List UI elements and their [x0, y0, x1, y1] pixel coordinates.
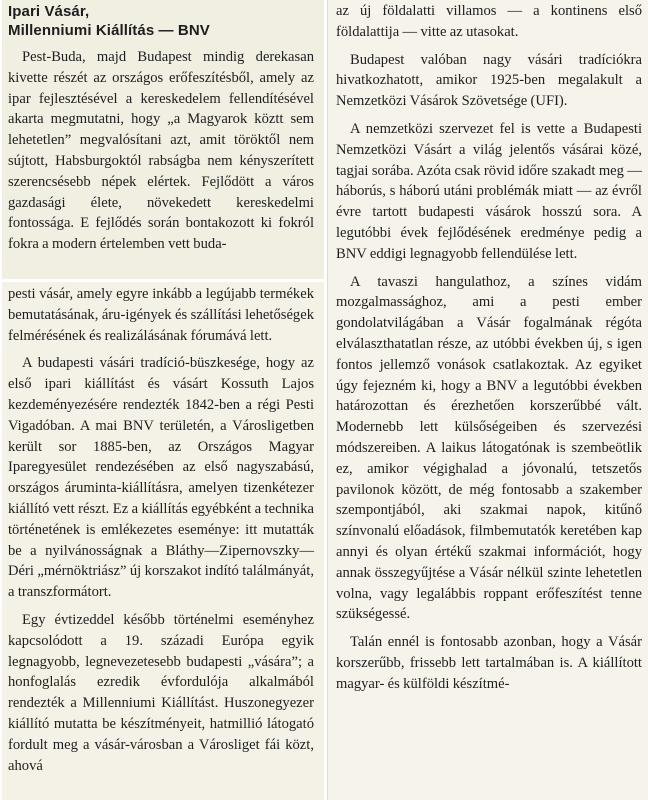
- column-2-clipping: [327, 0, 648, 800]
- paragraph-modernization: A tavaszi hangulathoz, a színes vidám mozgalmassághoz, ami a pesti ember gondolatvilágában a Vásár fogalmának régóta elválaszthatatlan része, az utóbbi években új, s igen fontos jellemző vonások csatlakoztak. Az egyiket úgy fejezném ki, hogy a BNV a legutóbbi években határozottan és érezhetően korszerűbbé vált. Modernebb lett külsőségeiben és szervezési módszereiben. A laikus látogatónak is szembeötlik ez, amikor végighalad a jóvonalú, tetszetős pavilonok között, de még fontosabb a szakember szempontjából, aki szakmai napok, kitűnő színvonalú előadások, filmbemutatók keretében kap annyi és olyan értékű szakmai információt, hogy annak összegyűjtése a Vásár nélkül szinte lehetetlen volna, vagy legalábbis roppant erőfeszítést tenne szükségessé.: [336, 273, 642, 623]
- article-title-line-1: Ipari Vásár,: [8, 3, 90, 20]
- paragraph-content: Talán ennél is fontosabb azonban, hogy a Vásár korszerűbb, frissebb lett tartalmában is. A kiállított magyar- és külföldi készítmé-: [336, 634, 642, 692]
- column-1-bottom-clipping: [2, 282, 324, 800]
- paragraph-first-exhibition: A budapesti vásári tradíció-büszkesége, hogy az első ipari kiállítást és vásárt Kossuth Lajos kezdeményezésére rendezték 1842-ben a régi Pesti Vigadóban. A mai BNV területén, a Városligetben került sor 1885-ben, az Országos Magyar Iparegyesület rendezésében az első nagyszabású, országos áruminta-kiállításra, amelyen tizenkétezer kiállító vett részt. Ez a kiállítás egyébként a technika történetének is emlékezetes eseménye: itt mutatták be a nyilvánosságnak a Bláthy—Zipernovszky—Déri „mérnöktriász” új korszakot indító találmányát, a transzformátort.: [8, 355, 314, 601]
- paragraph-intro-continued: pesti vásár, amely egyre inkább a legújabb termékek bemutatásának, áru-igények és szállítási lehetőségek felmérésének és realizálásának fórumává lett.: [8, 286, 314, 344]
- paragraph-millennium: Egy évtizeddel később történelmi eseményhez kapcsolódott a 19. századi Európa egyik legnagyobb, legnevezetesebb budapesti „vására”; a honfoglalás ezredik évfordulója alkalmából rendezték a Millenniumi Kiállítást. Huszonegyezer kiállító mutatta be készítményeit, hatmillió látogató fordult meg a vásár-városban a Városliget fái közt, ahová: [8, 611, 314, 774]
- article-title-line-2: Millenniumi Kiállítás — BNV: [8, 22, 210, 39]
- paragraph-intro: Pest-Buda, majd Budapest mindig derekasan kivette részét az országos erőfeszítésből, amely az ipar fejlesztésével a kereskedelem fellendítésével akarta megmutatni, hogy „a Magyarok köztt sem lehetetlen” megvalósítani azt, amit töröktől nem sújtott, Habsburgoktól rabságba nem kényszerített szerencsésebb népek elértek. Fejlődött a város gazdasági élete, növekedett kereskedelmi fontossága. E fejlődés során bontakozott ki fokról fokra a modern értelemben vett buda-: [8, 49, 314, 253]
- paragraph-international: A nemzetközi szervezet fel is vette a Budapesti Nemzetközi Vásárt a világ jelentős vásárai közé, tagjai sorába. Azóta csak rövid időre szakadt meg — háborús, s háború utáni problémák miatt — az évről évre tartott budapesti vásárok hosszú sora. A legutóbbi évek fejlődésének eredménye pedig a BNV eddigi legnagyobb fellendülése lett.: [336, 120, 642, 262]
- column-1-top-clipping: [2, 0, 324, 279]
- paragraph-ufi: Budapest valóban nagy vásári tradíciókra hivatkozhatott, amikor 1925-ben megalakult a Nemzetközi Vásárok Szövetsége (UFI).: [336, 51, 642, 110]
- paragraph-metro-continued: az új földalatti villamos — a kontinens első földalattija — vitte az utasokat.: [336, 3, 642, 40]
